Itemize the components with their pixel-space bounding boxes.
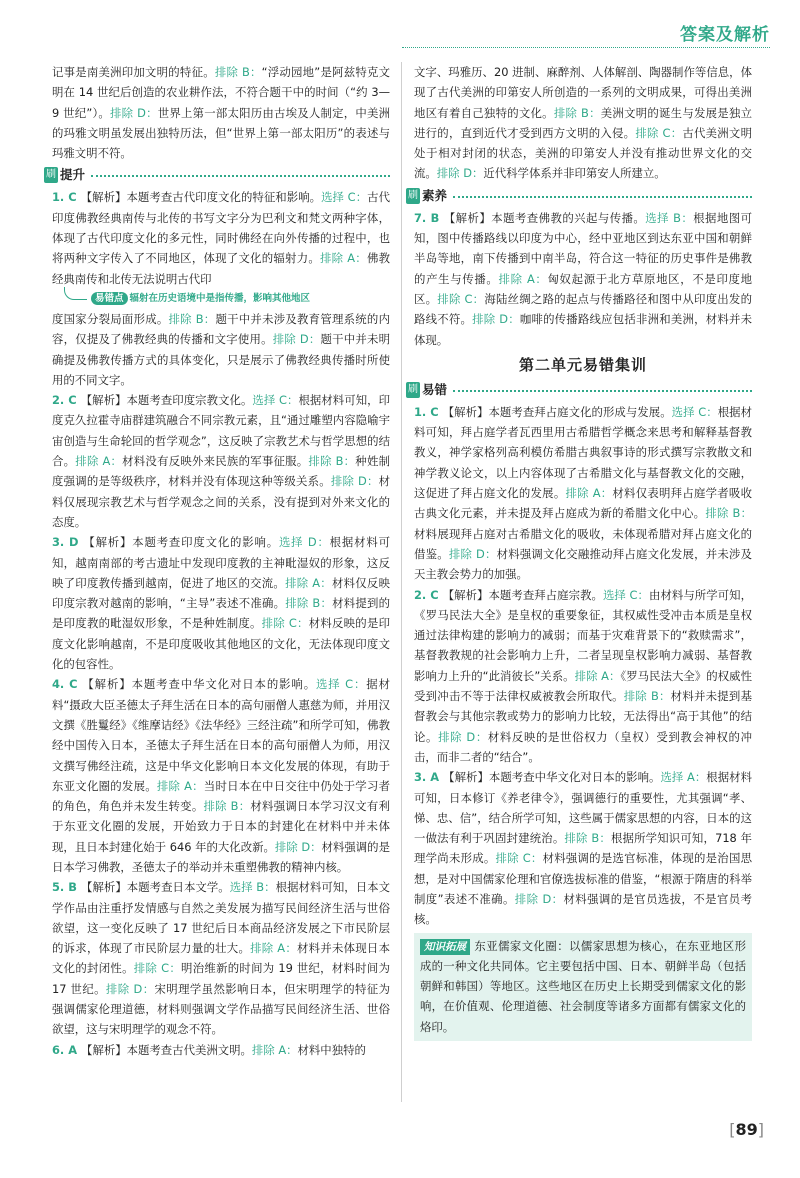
left-column [46, 62, 390, 1060]
option-marker: 选择 B： [645, 210, 694, 225]
option-marker: 排除 D： [438, 729, 488, 744]
option-marker: 选择 C： [602, 587, 650, 602]
brush-icon: 刷 [44, 167, 58, 183]
option-marker: 排除 D： [448, 546, 497, 561]
text-run: 材料反映的是世俗权力（皇权）受到教会神权的冲击，而非二者的“结合”。 [414, 729, 752, 764]
text-run: 美洲文明的诞生与发展是独立进行的，直到近代才受到西方文明的入侵。 [414, 105, 752, 140]
text-run: 材料强调文化交融推动拜占庭文化发展，并未涉及天主教会势力的加强。 [414, 546, 752, 582]
text-run: 当时日本在中日交往中仍处于学习者的角色，角色并未发生转变。 [52, 778, 390, 814]
option-marker: 排除 D： [272, 332, 321, 347]
answer-number: 3. A [414, 770, 440, 785]
option-marker: 排除 D： [330, 474, 379, 489]
unit-title: 第二单元易错集训 [518, 355, 647, 374]
text-run: 【解析】本题考查古代印度文化的特征和影响。 [80, 190, 322, 205]
text-run: 宋明理学虽然影响日本，但宋明理学的特征为强调儒家伦理道德，材料则强调文学作品描写民间经济生活、世俗欲望，这与宋明理学的观念不符。 [52, 981, 390, 1037]
section-label: 素养 [422, 187, 448, 203]
right-column [408, 62, 752, 1041]
text-run: 材料中独特的 [297, 1042, 366, 1057]
option-marker: 排除 A： [75, 454, 123, 469]
text-run: 根据材料可知，越南南部的考古遗址中发现印度教的主神毗湿奴的形象，这反映了印度教传播到越南，促进了地区的交流。 [52, 535, 390, 590]
answer-number: 7. B [414, 210, 440, 225]
knowledge-tag: 知识拓展 [420, 939, 470, 955]
answer-7 [414, 208, 752, 350]
option-marker: 排除 D： [436, 166, 484, 181]
option-marker: 排除 A： [251, 1042, 298, 1057]
page-number-value: 89 [735, 1120, 758, 1139]
text-run: 世界上第一部太阳历由古埃及人制定，中美洲的玛雅文明虽发展出独特历法，但“世界上第一部太阳历”的表述与玛雅文明不符。 [52, 105, 390, 161]
column-divider [401, 62, 402, 1102]
text-run: 【解析】本题考查拜占庭文化的形成与发展。 [442, 404, 672, 419]
option-marker: 排除 A： [250, 941, 298, 956]
text-run: 材料没有反映外来民族的军事征服。 [122, 454, 309, 469]
text-run: 海陆丝绸之路的起点与传播路径和图中从印度出发的路线不符。 [414, 291, 752, 327]
answer-number: 1. C [52, 190, 77, 205]
option-marker: 选择 C： [252, 393, 299, 408]
text-run: 明治维新的时间为 19 世纪，材料时间为 17 世纪。 [52, 961, 390, 996]
answer-2 [52, 390, 390, 532]
text-run: 材料强调的是选官标准，体现的是治国思想，是对中国儒家伦理和官僚选拔标准的借鉴，“根源于隋唐的科举制度”表述不准确。 [414, 851, 752, 906]
option-marker: 排除 A： [498, 271, 548, 286]
answer-6 [52, 1040, 390, 1060]
page-number: [89] [729, 1120, 764, 1139]
answer-number: 5. B [52, 880, 77, 895]
option-marker: 选择 C： [316, 677, 367, 692]
option-marker: 排除 A： [285, 575, 332, 590]
option-marker: 排除 C： [437, 291, 485, 306]
text-run: 材料反映的是印度文化影响越南，不是印度吸收其他地区的文化，无法体现印度文化的包容性。 [52, 616, 390, 672]
text-run: “浮动园地”是阿兹特克文明在 14 世纪后创造的农业耕作法，不符合题干中的时间（“约 3—9 世纪”）。 [52, 65, 390, 120]
unit-answer-1 [414, 402, 752, 585]
text-run: 题干中并未明确提及佛教传播方式的具体变化，只是展示了佛教经典传播时所使用的不同文字。 [52, 332, 390, 387]
option-marker: 排除 D： [274, 839, 322, 854]
text-run: 【解析】本题考查中华文化对日本的影响。 [81, 677, 317, 692]
option-marker: 排除 A： [565, 486, 613, 501]
option-marker: 排除 A： [320, 251, 367, 266]
option-marker: 排除 B： [214, 65, 262, 79]
answer-4 [52, 674, 390, 877]
option-marker: 选择 A： [660, 770, 707, 785]
text-run: 材料提到的是印度教的毗湿奴形象，不是种姓制度。 [52, 596, 390, 631]
option-marker: 选择 C： [671, 404, 718, 419]
hint-text: 辐射在历史语境中是指传播，影响其他地区 [129, 292, 311, 304]
text-run: 材料仅反映印度宗教对越南的影响，“主导”表述不准确。 [52, 575, 390, 611]
callout-arrow-icon [64, 287, 87, 300]
text-run: 材料并未体现日本文化的封闭性。 [52, 941, 390, 976]
text-run: 【解析】本题考查佛教的兴起与传播。 [443, 210, 646, 225]
option-marker: 排除 B： [564, 831, 611, 846]
text-run: 度国家分裂局面形成。 [52, 311, 169, 326]
option-marker: 排除 B： [705, 506, 752, 521]
option-marker: 排除 D： [110, 105, 158, 120]
text-run: 材料强调的是官员选拔，不是官员考核。 [414, 891, 752, 927]
section-dotted-rule [453, 196, 752, 198]
text-run: 根据材料可知，日本修订《养老律令》，强调德行的重要性，尤其强调“孝、悌、忠、信”，结合所学可知，这些属于儒家思想的内容，日本的这一做法有利于巩固封建统治。 [414, 770, 752, 846]
text-run: 种姓制度强调的是等级秩序，材料并没有体现这种等级关系。 [52, 454, 390, 489]
answer-number: 1. C [414, 404, 439, 419]
text-run: 古代美洲文明处于相对封闭的状态，美洲的印第安人并没有推动世界文化的交流。 [414, 125, 752, 181]
option-marker: 排除 B： [168, 311, 216, 326]
text-run: 【解析】本题考查印度文化的影响。 [82, 535, 279, 550]
text-run: 根据地图可知，图中传播路线以印度为中心，经中亚地区到达东亚中国和朝鲜半岛等地，南下传播到中南半岛，符合这一特征的历史事件是佛教的产生与传播。 [414, 210, 752, 286]
option-marker: 选择 C： [321, 190, 368, 205]
text-run: 佛教经典南传和北传无法说明古代印 [52, 251, 390, 286]
option-marker: 排除 C： [635, 125, 683, 140]
text-run: 文字、玛雅历、20 进制、麻醉剂、人体解剖、陶器制作等信息，体现了古代美洲的印第安人所创造的一系列的文明成果，可得出美洲地区有着自己独特的文化。 [414, 65, 752, 120]
text-run: 材料展现拜占庭对古希腊文化的吸收，未体现希腊对拜占庭文化的借鉴。 [414, 526, 752, 561]
answer-1 [52, 187, 390, 288]
text-run: 【解析】本题考查印度宗教文化。 [80, 393, 253, 408]
option-marker: 排除 B： [203, 799, 251, 814]
text-run: 古代印度佛教经典南传与北传的书写文字分为巴利文和梵文两种字体，体现了古代印度文化的多元性，同时佛经在向外传播的过程中，也将两种文字传入了不同地区，体现了文化的辐射力。 [52, 190, 390, 266]
section-suyang [406, 186, 752, 206]
answer-6-continued [414, 62, 752, 184]
knowledge-box [414, 933, 752, 1041]
text-run: 由材料与所学可知，《罗马民法大全》是皇权的重要象征，其权威性受冲击本质是皇权通过法律构建的影响力的减弱；而基于灾难背景下的“救赎需求”，基督教教规的社会影响力上升，二者呈现皇权影响力减弱、基督教影响力上升的“此消彼长”关系。 [414, 587, 752, 683]
option-marker: 排除 C： [133, 961, 182, 976]
answer-3 [52, 532, 390, 674]
left-intro [52, 62, 390, 163]
text-run: 【解析】本题考查古代美洲文明。 [81, 1042, 252, 1057]
text-run: 【解析】本题考查日本文学。 [80, 880, 230, 895]
section-dotted-rule [453, 390, 752, 392]
option-marker: 排除 B： [553, 105, 601, 120]
text-run: 材料并未提到基督教会与其他宗教或势力的影响力比较，无法得出“高于其他”的结论。 [414, 689, 752, 744]
page-header: 答案及解析 [680, 25, 770, 45]
knowledge-text: 东亚儒家文化圈：以儒家思想为核心，在东亚地区形成的一种文化共同体。它主要包括中国、日本、朝鲜半岛（包括朝鲜和韩国）等地区。这些地区在历史上长期受到儒家文化的影响，在价值观、伦理道德、社会制度等诸多方面都有儒家文化的烙印。 [420, 938, 746, 1034]
text-run: 匈奴起源于北方草原地区，不是印度地区。 [414, 271, 752, 306]
text-run: 据材料“摄政大臣圣德太子拜生活在日本的高句丽僧人惠慈为师，并用汉文撰《胜鬘经》《维摩诘经》《法华经》三经注疏”和所学可知，佛教经中国传入日本，圣德太子拜生活在日本的高句丽僧人为师，用汉文撰写佛经注疏，这是中华文化影响日本文化发展的体现，有助于东亚文化圈的发展。 [52, 677, 390, 793]
answer-number: 4. C [52, 677, 78, 692]
text-run: 材料强调的是日本学习佛教，圣德太子的举动并未重塑佛教的精神内核。 [52, 839, 390, 874]
section-label: 易错 [422, 381, 448, 397]
text-run: 根据材料可知，拜占庭学者瓦西里用古希腊哲学概念来思考和解释基督教教义，神学家格列高利模仿希腊古典叙事诗的形式撰写宗教散文和神学教义论文，以上内容体现了古希腊文化与基督教文化的交融，这促进了拜占庭文化的发展。 [414, 404, 752, 501]
option-marker: 选择 B： [229, 880, 276, 895]
text-run: 记事是南美洲印加文明的特征。 [52, 65, 215, 79]
option-marker: 排除 A： [574, 668, 621, 683]
option-marker: 排除 D： [472, 312, 520, 327]
section-dotted-rule [91, 175, 390, 177]
text-run: 《罗马民法大全》的权威性受到冲击不等于法律权威被教会所取代。 [414, 668, 752, 704]
text-run: 咖啡的传播路线应包括非洲和美洲，材料并未体现。 [414, 312, 752, 347]
text-run: 材料仅展现宗教艺术与哲学观念之间的关系，没有提到对外来文化的态度。 [52, 474, 390, 529]
brush-icon: 刷 [406, 188, 420, 204]
option-marker: 排除 C： [261, 616, 309, 631]
option-marker: 排除 B： [308, 454, 356, 469]
text-run: 根据所学知识可知，718 年理学尚未形成。 [414, 831, 752, 866]
answer-number: 2. C [52, 393, 77, 408]
text-run: 【解析】本题考查拜占庭宗教。 [442, 587, 603, 602]
text-run: 材料强调日本学习汉文有利于东亚文化圈的发展，开始致力于日本的封建化在材料中并未体现，且日本封建化始于 646 年的大化改新。 [52, 799, 390, 854]
unit-answer-3 [414, 767, 752, 929]
brush-icon: 刷 [406, 382, 420, 398]
answer-number: 2. C [414, 587, 439, 602]
section-label: 提升 [60, 167, 86, 183]
option-marker: 选择 D： [278, 535, 330, 550]
text-run: 材料仅表明拜占庭学者吸收古典文化元素，并未提及拜占庭成为新的希腊文化中心。 [414, 486, 752, 521]
answer-1-continued [52, 309, 390, 390]
header-divider [402, 47, 770, 48]
option-marker: 排除 A： [156, 778, 204, 793]
answer-5 [52, 877, 390, 1039]
unit-answer-2 [414, 585, 752, 768]
answer-number: 6. A [52, 1042, 78, 1057]
text-run: 【解析】本题考查中华文化对日本的影响。 [443, 770, 661, 785]
text-run: 近代科学体系并非印第安人所建立。 [483, 166, 666, 181]
error-hint [64, 289, 390, 309]
option-marker: 排除 D： [514, 891, 564, 906]
option-marker: 排除 B： [285, 596, 333, 611]
text-run: 根据材料可知，印度克久拉霍寺庙群建筑融合不同宗教元素，且“通过雕塑内容隐喻宇宙创造与生命轮回的哲学观念”，这反映了宗教艺术与哲学思想的结合。 [52, 393, 390, 469]
answer-number: 3. D [52, 535, 79, 550]
section-yicuo [406, 380, 752, 400]
option-marker: 排除 B： [623, 689, 671, 704]
text-run: 题干中并未涉及教育管理系统的内容，仅提及了佛教经典的传播和文字使用。 [52, 311, 390, 347]
option-marker: 排除 C： [495, 851, 543, 866]
option-marker: 排除 D： [105, 981, 155, 996]
text-run: 根据材料可知，日本文学作品由注重抒发情感与自然之美发展为描写民间经济生活与世俗欲望，这一变化反映了 17 世纪后日本商品经济发展之下市民阶层的诉求，体现了市民阶层力量的壮大。 [52, 880, 390, 956]
hint-mark: 易错点 [91, 292, 128, 305]
section-tisheng [44, 165, 390, 185]
